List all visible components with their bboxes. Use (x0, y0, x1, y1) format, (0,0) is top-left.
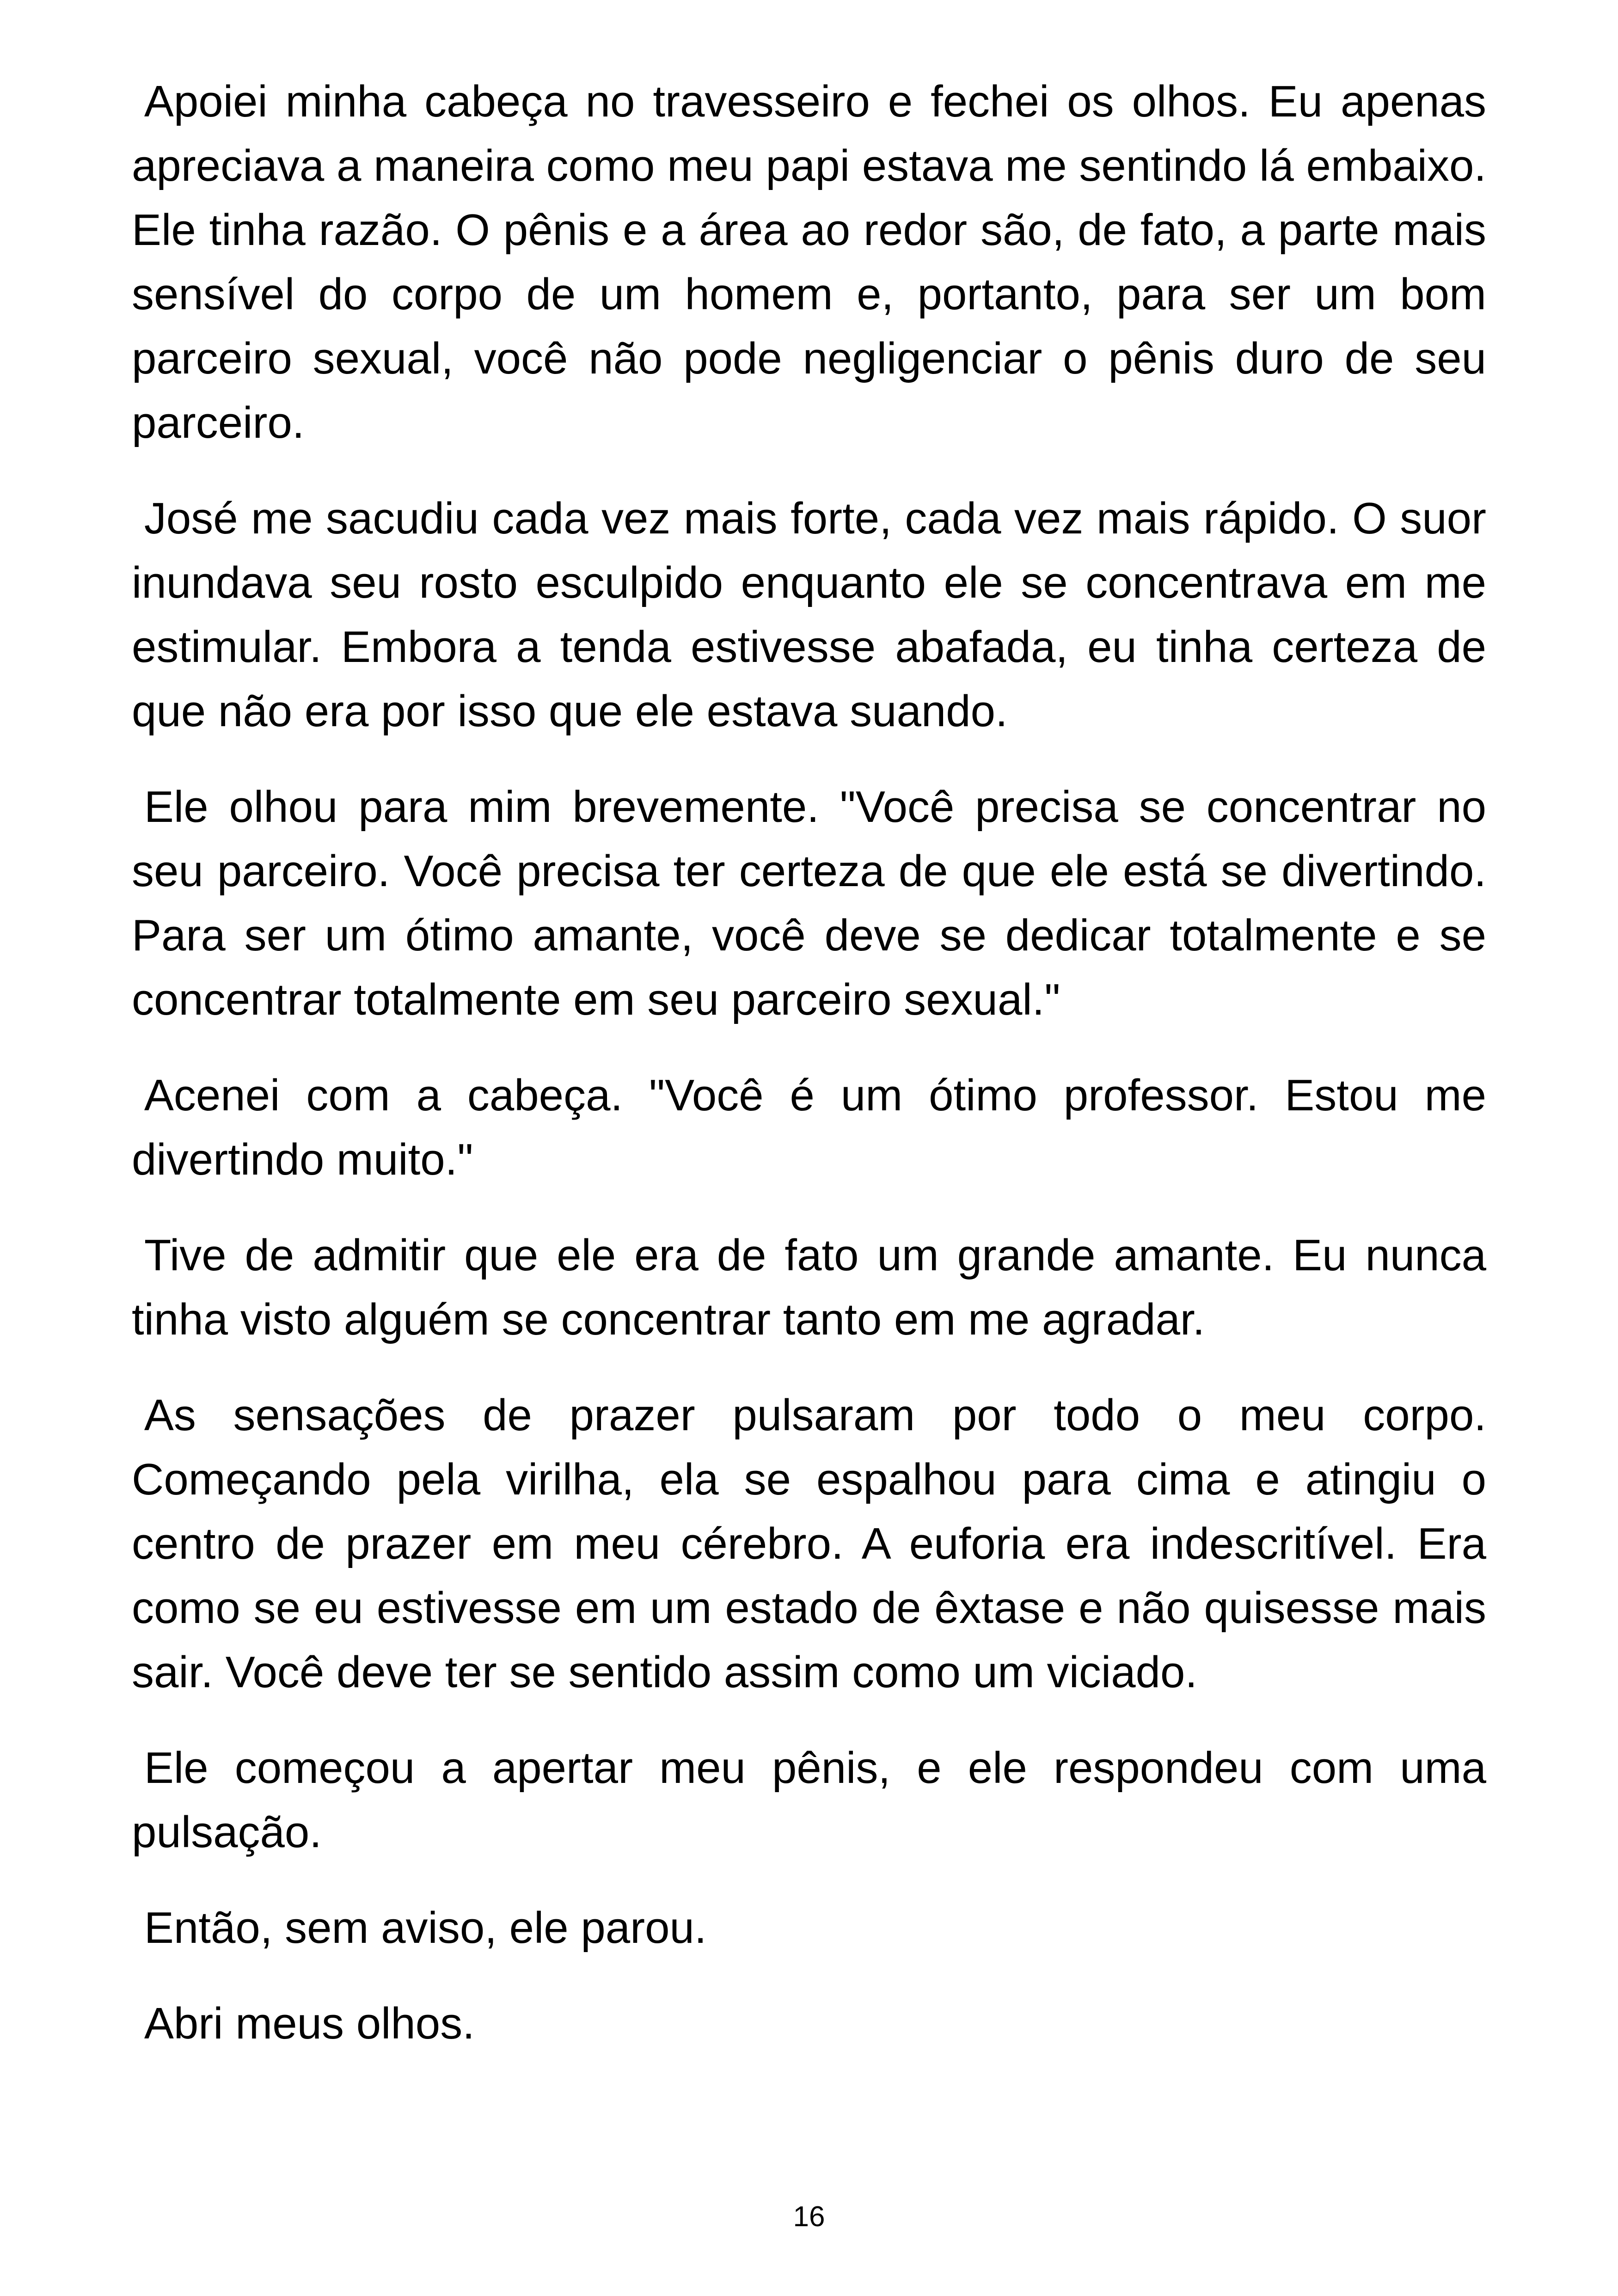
paragraph-3: Ele olhou para mim brevemente. "Você precisa se concentrar no seu parceiro. Você precisa ter certeza de que ele está se divertindo. Para ser um ótimo amante, você deve se dedicar totalmente e se concentrar totalmente em seu parceiro sexual." (132, 782, 1486, 1024)
paragraph-1: Apoiei minha cabeça no travesseiro e fechei os olhos. Eu apenas apreciava a maneira como meu papi estava me sentindo lá embaixo. Ele tinha razão. O pênis e a área ao redor são, de fato, a parte mais sensível do corpo de um homem e, portanto, para ser um bom parceiro sexual, você não pode negligenciar o pênis duro de seu parceiro. (132, 77, 1486, 447)
paragraph-9: Abri meus olhos. (144, 1999, 475, 2048)
paragraph-5: Tive de admitir que ele era de fato um grande amante. Eu nunca tinha visto alguém se concentrar tanto em me agradar. (132, 1231, 1486, 1344)
paragraph-7: Ele começou a apertar meu pênis, e ele respondeu com uma pulsação. (132, 1743, 1486, 1857)
body-text (132, 69, 1486, 2087)
paragraph-2: José me sacudiu cada vez mais forte, cada vez mais rápido. O suor inundava seu rosto esculpido enquanto ele se concentrava em me estimular. Embora a tenda estivesse abafada, eu tinha certeza de que não era por isso que ele estava suando. (132, 494, 1486, 736)
paragraph-6: As sensações de prazer pulsaram por todo o meu corpo. Começando pela virilha, ela se espalhou para cima e atingiu o centro de prazer em meu cérebro. A euforia era indescritível. Era como se eu estivesse em um estado de êxtase e não quisesse mais sair. Você deve ter se sentido assim como um viciado. (132, 1390, 1486, 1697)
page-number: 16 (793, 2201, 825, 2233)
paragraph-8: Então, sem aviso, ele parou. (144, 1903, 707, 1953)
paragraph-4: Acenei com a cabeça. "Você é um ótimo professor. Estou me divertindo muito." (132, 1071, 1486, 1184)
